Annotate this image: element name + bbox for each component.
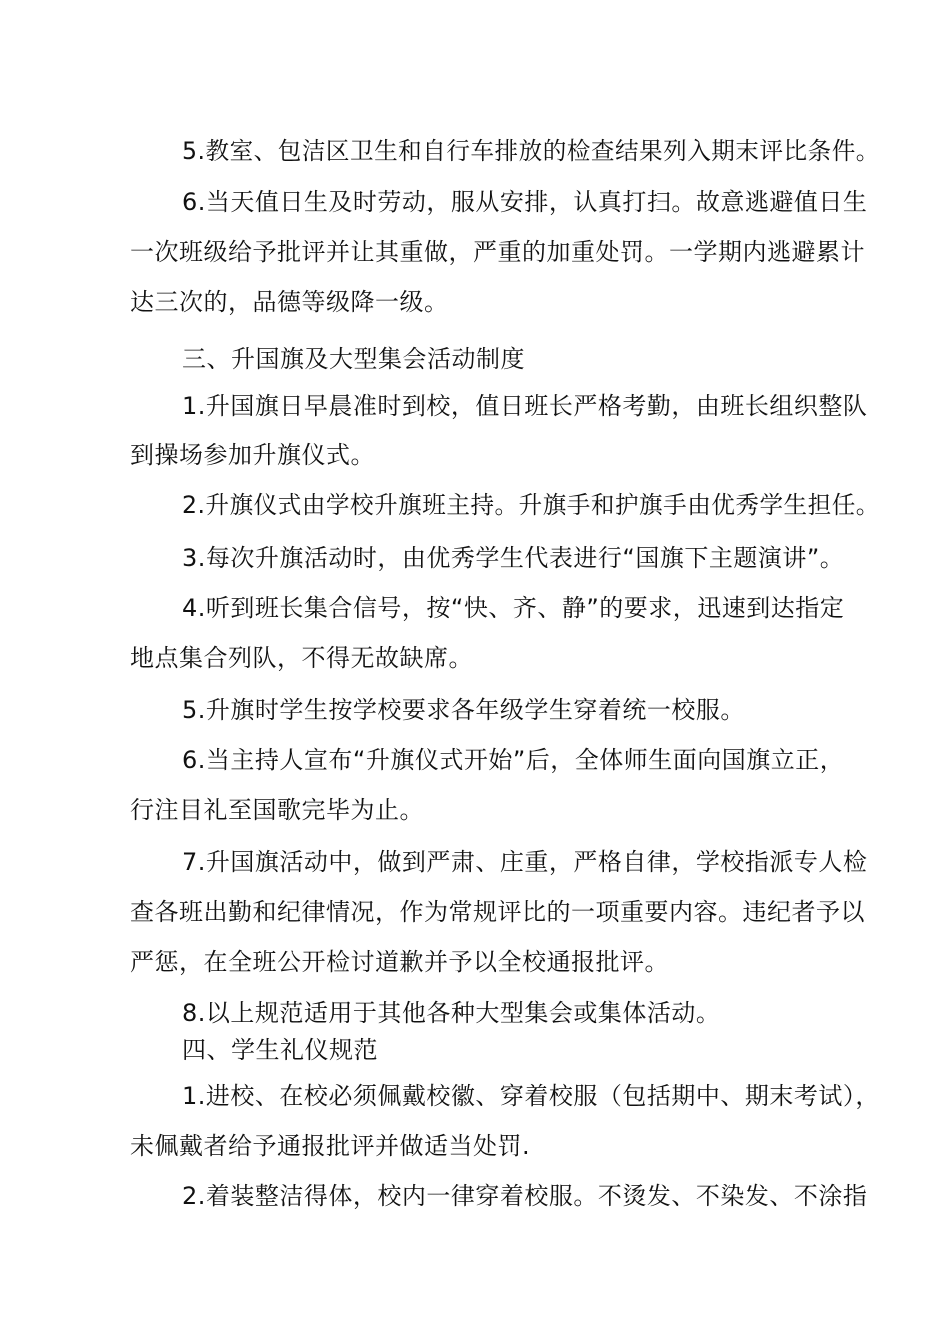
paragraph-line: 7.升国旗活动中，做到严肃、庄重，严格自律，学校指派专人检 (182, 848, 868, 876)
paragraph-line: 行注目礼至国歌完毕为止。 (130, 796, 424, 824)
paragraph-line: 6.当主持人宣布“升旗仪式开始”后，全体师生面向国旗立正， (182, 746, 845, 774)
paragraph-line: 4.听到班长集合信号，按“快、齐、静”的要求，迅速到达指定 (182, 594, 845, 622)
section-heading: 四、学生礼仪规范 (182, 1036, 378, 1064)
paragraph-line: 地点集合列队，不得无故缺席。 (130, 644, 473, 672)
paragraph-line: 8.以上规范适用于其他各种大型集会或集体活动。 (182, 999, 721, 1027)
section-heading: 三、升国旗及大型集会活动制度 (182, 345, 525, 373)
paragraph-line: 3.每次升旗活动时，由优秀学生代表进行“国旗下主题演讲”。 (182, 544, 845, 572)
paragraph-line: 5.教室、包洁区卫生和自行车排放的检查结果列入期末评比条件。 (182, 137, 880, 165)
paragraph-line: 一次班级给予批评并让其重做，严重的加重处罚。一学期内逃避累计 (130, 238, 865, 266)
paragraph-line: 到操场参加升旗仪式。 (130, 441, 375, 469)
paragraph-line: 2.升旗仪式由学校升旗班主持。升旗手和护旗手由优秀学生担任。 (182, 491, 880, 519)
paragraph-line: 1.进校、在校必须佩戴校徽、穿着校服（包括期中、期末考试）， (182, 1082, 880, 1110)
paragraph-line: 未佩戴者给予通报批评并做适当处罚. (130, 1132, 531, 1160)
paragraph-line: 查各班出勤和纪律情况，作为常规评比的一项重要内容。违纪者予以 (130, 898, 865, 926)
paragraph-line: 达三次的，品德等级降一级。 (130, 288, 449, 316)
paragraph-line: 6.当天值日生及时劳动，服从安排，认真打扫。故意逃避值日生 (182, 188, 868, 216)
paragraph-line: 5.升旗时学生按学校要求各年级学生穿着统一校服。 (182, 696, 745, 724)
paragraph-line: 1.升国旗日早晨准时到校，值日班长严格考勤，由班长组织整队 (182, 392, 868, 420)
paragraph-line: 严惩，在全班公开检讨道歉并予以全校通报批评。 (130, 948, 669, 976)
paragraph-line: 2.着装整洁得体，校内一律穿着校服。不烫发、不染发、不涂指 (182, 1182, 868, 1210)
